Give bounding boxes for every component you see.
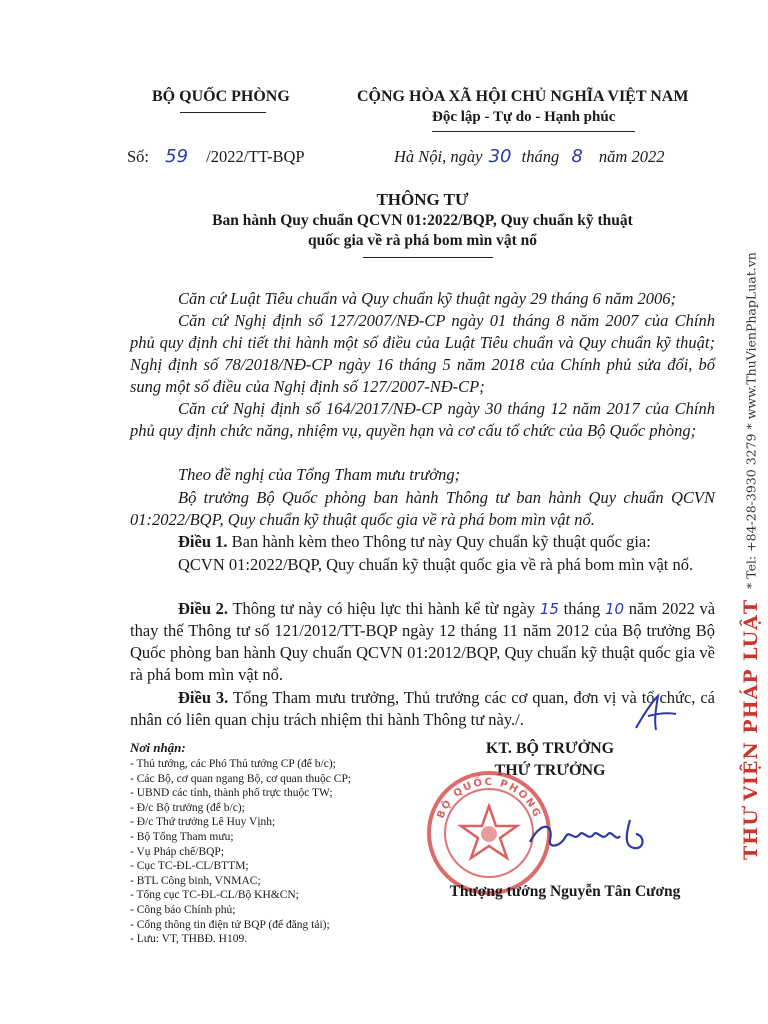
article-2-text-c: năm 2022 và thay thế Thông tư số 121/2012/TT-BQP ngày 12 tháng 11 năm 2012 của Bộ trưởng Bộ Quốc phòng ban hành Quy chuẩn QCVN 01:2012/BQP, Quy chuẩn kỹ thuật quốc gia về rà phá bom mìn vật nổ.	[130, 599, 716, 684]
article-3	[130, 687, 715, 731]
handwritten-day: 30	[488, 146, 512, 167]
issue-date	[394, 146, 664, 167]
preamble-promulgation: Bộ trưởng Bộ Quốc phòng ban hành Thông tư ban hành Quy chuẩn QCVN 01:2022/BQP, Quy chuẩn kỹ thuật quốc gia về rà phá bom mìn vật nổ.	[130, 488, 715, 529]
side-watermark	[738, 215, 764, 860]
preamble-legal-basis-2: Căn cứ Nghị định số 127/2007/NĐ-CP ngày 01 tháng 8 năm 2007 của Chính phủ quy định chi tiết thi hành một số điều của Luật Tiêu chuẩn và Quy chuẩn kỹ thuật; Nghị định số 78/2018/NĐ-CP ngày 16 tháng 5 năm 2018 của Chính phủ sửa đổi, bổ sung một số điều của Nghị định số 127/2007-NĐ-CP;	[130, 311, 715, 396]
country-name: CỘNG HÒA XÃ HỘI CHỦ NGHĨA VIỆT NAM	[357, 88, 689, 105]
recipient-item: - Đ/c Bộ trưởng (để b/c);	[130, 801, 245, 814]
recipient-item: - Thủ tướng, các Phó Thủ tướng CP (để b/c);	[130, 758, 336, 770]
recipient-item: - Cổng thông tin điện tử BQP (để đăng tải);	[130, 918, 330, 931]
handwritten-effective-month: 10	[604, 600, 625, 618]
initial-mark-icon	[630, 692, 680, 734]
preamble-proposal: Theo đề nghị của Tổng Tham mưu trưởng;	[178, 465, 461, 484]
title-underline	[363, 257, 493, 258]
article-2-label: Điều 2.	[178, 599, 229, 618]
number-label: Số:	[127, 147, 150, 166]
article-2-text-a: Thông tư này có hiệu lực thi hành kể từ ngày	[232, 599, 536, 618]
recipients-heading: Nơi nhận:	[130, 740, 186, 755]
article-1-label: Điều 1.	[178, 532, 228, 551]
signatory-name: Thượng tướng Nguyễn Tân Cương	[449, 883, 681, 900]
document-type: THÔNG TƯ	[376, 190, 469, 209]
article-2	[130, 598, 715, 686]
month-label: tháng	[521, 147, 560, 166]
motto-underline	[432, 131, 635, 132]
number-suffix: /2022/TT-BQP	[206, 147, 305, 166]
national-motto: Độc lập - Tự do - Hạnh phúc	[432, 109, 616, 125]
recipient-item: - Tổng cục TC-ĐL-CL/Bộ KH&CN;	[130, 889, 299, 902]
recipient-item: - Bộ Tổng Tham mưu;	[130, 831, 234, 843]
recipient-item: - Đ/c Thứ trưởng Lê Huy Vịnh;	[130, 816, 276, 829]
handwritten-month: 8	[571, 146, 583, 167]
watermark-title: THƯ VIỆN PHÁP LUẬT	[740, 598, 762, 860]
article-1-item: QCVN 01:2022/BQP, Quy chuẩn kỹ thuật quốc gia về rà phá bom mìn vật nổ.	[178, 555, 694, 574]
document-title-line1: Ban hành Quy chuẩn QCVN 01:2022/BQP, Quy chuẩn kỹ thuật	[212, 212, 633, 229]
recipient-item: - Các Bộ, cơ quan ngang Bộ, cơ quan thuộc CP;	[130, 772, 352, 785]
ministry-underline	[180, 112, 266, 113]
preamble-legal-basis-1: Căn cứ Luật Tiêu chuẩn và Quy chuẩn kỹ thuật ngày 29 tháng 6 năm 2006;	[178, 289, 676, 308]
recipient-item: - Công báo Chính phủ;	[130, 904, 236, 916]
recipient-item: - Cục TC-ĐL-CL/BTTM;	[130, 860, 249, 873]
document-number	[127, 146, 305, 167]
article-2-text-b: tháng	[563, 599, 601, 618]
document-title-line2: quốc gia về rà phá bom mìn vật nổ	[307, 232, 538, 249]
handwritten-effective-day: 15	[539, 600, 559, 618]
recipient-item: - Vụ Pháp chế/BQP;	[130, 845, 225, 858]
article-3-text: Tổng Tham mưu trưởng, Thủ trưởng các cơ quan, đơn vị và tổ chức, cá nhân có liên quan chịu trách nhiệm thi hành Thông tư này./.	[130, 688, 716, 729]
signature-icon	[520, 812, 660, 862]
recipient-item: - UBND các tỉnh, thành phố trực thuộc TW;	[130, 787, 333, 800]
signature-title-line2: THỨ TRƯỞNG	[494, 762, 606, 779]
date-prefix: Hà Nội, ngày	[394, 147, 483, 166]
handwritten-number: 59	[165, 146, 189, 167]
article-1-text: Ban hành kèm theo Thông tư này Quy chuẩn kỹ thuật quốc gia:	[231, 532, 651, 551]
year-part: năm 2022	[598, 147, 665, 166]
recipient-item: - Lưu: VT, THBĐ. H109.	[130, 933, 248, 946]
svg-text:BỘ QUỐC PHÒNG: BỘ QUỐC PHÒNG	[435, 776, 543, 821]
watermark-contact: * Tel: +84-28-3930 3279 * www.ThuVienPhapLuat.vn	[743, 252, 759, 589]
ministry-name: BỘ QUỐC PHÒNG	[152, 88, 290, 105]
recipient-item: - BTL Công binh, VNMAC;	[130, 874, 261, 887]
preamble-legal-basis-3: Căn cứ Nghị định số 164/2017/NĐ-CP ngày 30 tháng 12 năm 2017 của Chính phủ quy định chức năng, nhiệm vụ, quyền hạn và cơ cấu tổ chức của Bộ Quốc phòng;	[130, 399, 715, 440]
article-3-label: Điều 3.	[178, 688, 229, 707]
article-1	[130, 531, 715, 553]
signature-title-line1: KT. BỘ TRƯỞNG	[485, 740, 615, 757]
